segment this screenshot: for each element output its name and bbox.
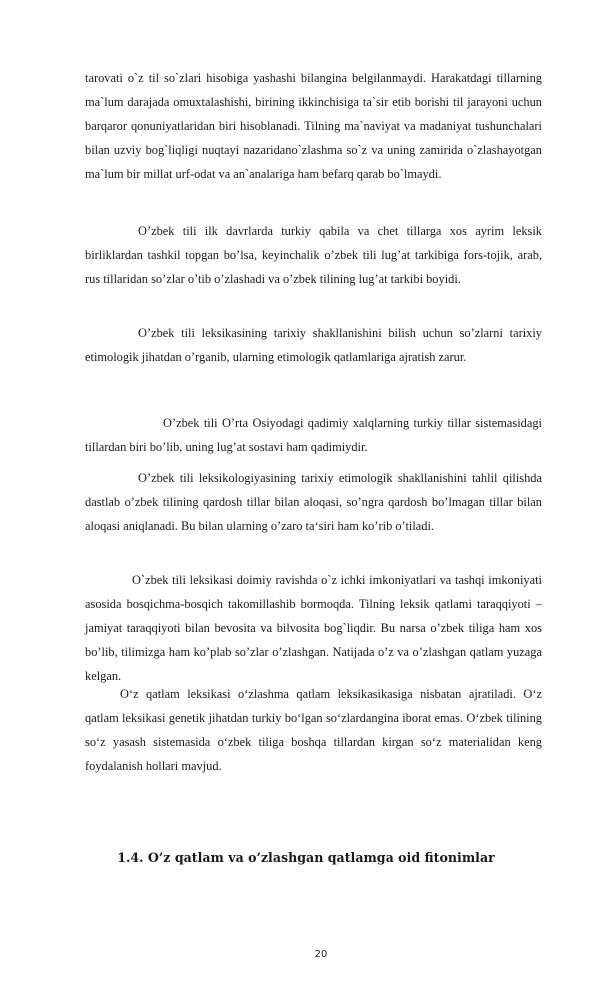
page-number: 20 [314,949,328,960]
paragraph-lexicology-analysis: O’zbek tili leksikologiyasining tarixiy etimologik shakllanishini tahlil qilishda dastlab o’zbek tilining qardosh tillar bilan aloqasi, so’ngra qardosh bo’lmagan tillar bilan aloqasi aniqlanadi. Bu bilan ularning o’zaro ta‘siri ham ko’rib o’tiladi. [85,471,542,533]
paragraph-lexical-development: O`zbek tili leksikasi doimiy ravishda o`z ichki imkoniyatlari va tashqi imkoniyati asosida bosqichma-bosqich takomillashib bormoqda. Tilning leksik qatlami taraqqiyoti – jamiyat taraqqiyoti bilan bevosita va bilvosita bog`liqdir. Bu narsa o’zbek tiliga ham xos bo’lib, tilimizga ham ko’plab so’zlar o’zlashgan. Natijada o’z va o’zlashgan qatlam yuzaga kelgan. [85,573,542,683]
section-heading: 1.4. O’z qatlam va o’zlashgan qatlamga oid fitonimlar [117,850,495,865]
paragraph-lexical-origins: O’zbek tili ilk davrlarda turkiy qabila va chet tillarga xos ayrim leksik birliklardan tashkil topgan bo’lsa, keyinchalik o’zbek tili lug’at tarkibiga fors-tojik, arab, rus tillaridan so’zlar o’tib o’zlashadi va o’zbek tilining lug’at tarkibi boyidi. [85,224,542,286]
paragraph-turkic-languages: O’zbek tili O’rta Osiyodagi qadimiy xalqlarning turkiy tillar sistemasidagi tillardan biri bo’lib, uning lug’at sostavi ham qadimiydir. [85,416,542,454]
paragraph-etymology: O’zbek tili leksikasining tarixiy shakllanishini bilish uchun so’zlarni tarixiy etimologik jihatdan o’rganib, ularning etimologik qatlamlariga ajratish zarur. [85,326,542,364]
paragraph-native-layer: O‘z qatlam leksikasi o‘zlashma qatlam leksikasikasiga nisbatan ajratiladi. O‘z qatlam leksikasi genetik jihatdan turkiy bo‘lgan so‘zlardangina iborat emas. O‘zbek tilining so‘z yasash sistemasida o‘zbek tiliga boshqa tillardan kirgan so‘z materialidan keng foydalanish hollari mavjud. [85,687,542,773]
paragraph-continuation: tarovati o`z til so`zlari hisobiga yashashi bilangina belgilanmaydi. Harakatdagi tillarning ma`lum darajada omuxtalashishi, birining ikkinchisiga ta`sir etib borishi til jarayoni uchun barqaror qonuniyatlaridan biri hisoblanadi. Tilning ma`naviyat va madaniyat tushunchalari bilan uzviy bog`liqligi nuqtayi nazaridano`zlashma so`z va uning zamirida o`zlashayotgan ma`lum bir millat urf-odat va an`analariga ham befarq qarab bo`lmaydi. [85,71,542,181]
